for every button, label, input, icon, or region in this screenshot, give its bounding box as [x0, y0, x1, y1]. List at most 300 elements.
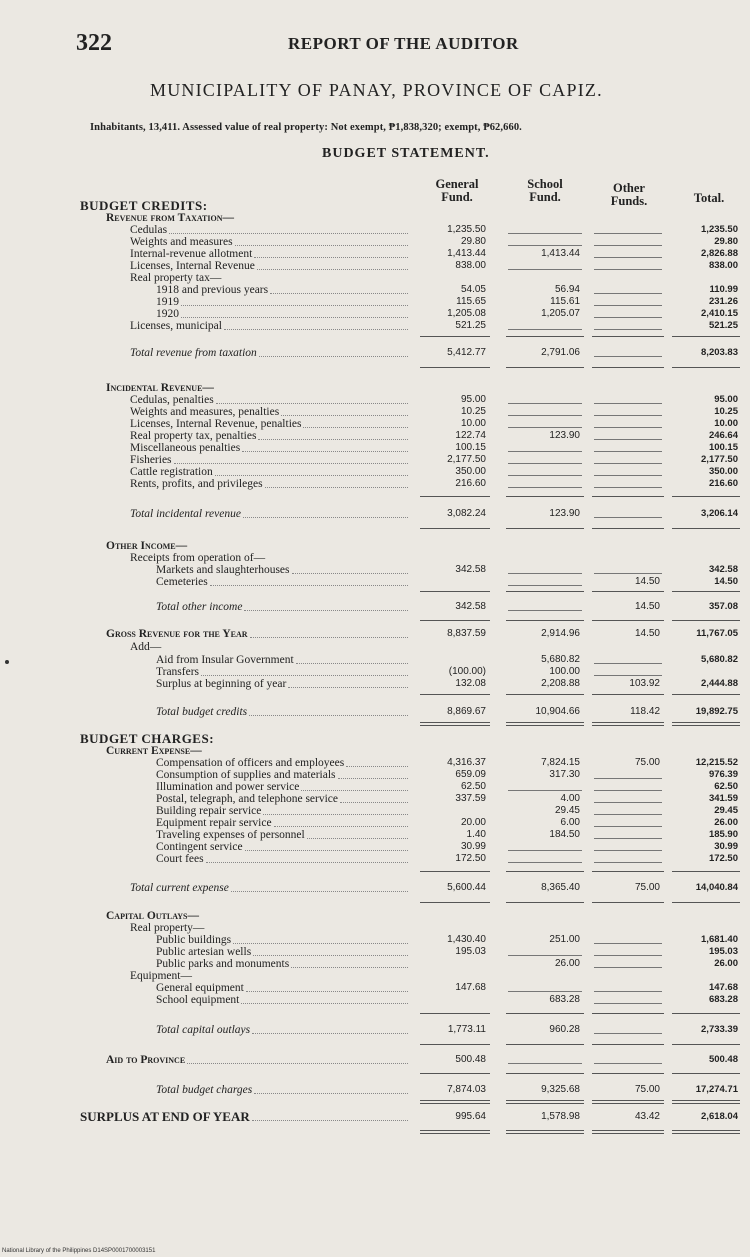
- leader-dots: [215, 475, 408, 476]
- empty-cell-line: [594, 415, 662, 416]
- empty-cell-line: [508, 269, 582, 270]
- general-fund-cell: 10.25: [460, 406, 486, 417]
- total-rule: [592, 871, 664, 872]
- general-fund-cell: 100.15: [455, 442, 486, 453]
- total-rule: [506, 336, 584, 337]
- total-cell: 2,826.88: [701, 248, 738, 259]
- general-fund-cell: 132.08: [455, 678, 486, 689]
- empty-cell-line: [594, 675, 662, 676]
- total-rule: [592, 336, 664, 337]
- total-cell: 19,892.75: [695, 706, 738, 717]
- total-rule: [592, 528, 664, 529]
- empty-cell-line: [594, 955, 662, 956]
- total-rule: [592, 591, 664, 592]
- table-row: [0, 601, 750, 613]
- general-fund-cell: 30.99: [460, 841, 486, 852]
- total-cell: 110.99: [709, 284, 738, 295]
- row-label: Incidental Revenue—: [106, 382, 214, 394]
- total-rule: [420, 902, 490, 903]
- school-fund-cell: 115.61: [550, 296, 580, 307]
- general-fund-cell: 1,205.08: [447, 308, 486, 319]
- school-fund-cell: 123.90: [549, 430, 580, 441]
- total-rule: [672, 591, 740, 592]
- total-rule: [672, 1073, 740, 1074]
- row-label: 1918 and previous years: [156, 284, 269, 296]
- empty-cell-line: [594, 1003, 662, 1004]
- column-header-general: General Fund.: [435, 177, 479, 204]
- school-fund-cell: 5,680.82: [541, 654, 580, 665]
- total-rule: [506, 591, 584, 592]
- total-rule: [672, 694, 740, 695]
- table-row: [0, 382, 750, 394]
- total-rule: [506, 528, 584, 529]
- column-header-other: Other Funds.: [610, 181, 648, 208]
- double-rule: [592, 1100, 664, 1104]
- table-row: [0, 706, 750, 718]
- total-cell: 2,177.50: [701, 454, 738, 465]
- leader-dots: [249, 715, 408, 716]
- total-cell: 3,206.14: [701, 508, 738, 519]
- general-fund-cell: 122.74: [455, 430, 486, 441]
- school-fund-cell: 9,325.68: [541, 1084, 580, 1095]
- table-row: [0, 958, 750, 970]
- general-fund-cell: 1,413.44: [447, 248, 486, 259]
- total-cell: 95.00: [714, 394, 738, 405]
- row-label: Gross Revenue for the Year: [106, 628, 248, 640]
- empty-cell-line: [508, 245, 582, 246]
- other-funds-cell: 75.00: [634, 882, 660, 893]
- empty-cell-line: [594, 838, 662, 839]
- column-header-total: Total.: [693, 191, 725, 205]
- leader-dots: [250, 637, 408, 638]
- general-fund-cell: 54.05: [460, 284, 486, 295]
- total-rule: [672, 496, 740, 497]
- school-fund-cell: 1,205.07: [541, 308, 580, 319]
- total-rule: [592, 902, 664, 903]
- general-fund-cell: 95.00: [460, 394, 486, 405]
- table-row: [0, 922, 750, 934]
- table-row: [0, 829, 750, 841]
- general-fund-cell: 216.60: [455, 478, 486, 489]
- general-fund-cell: 62.50: [460, 781, 486, 792]
- row-label: Weights and measures, penalties: [130, 406, 280, 418]
- double-rule: [420, 722, 490, 726]
- total-cell: 1,681.40: [701, 934, 738, 945]
- total-cell: 26.00: [714, 958, 738, 969]
- school-fund-cell: 100.00: [549, 666, 580, 677]
- empty-cell-line: [594, 862, 662, 863]
- double-rule: [672, 722, 740, 726]
- table-row: [0, 564, 750, 576]
- table-row: [0, 666, 750, 678]
- table-row: [0, 910, 750, 922]
- inhabitants-line: Inhabitants, 13,411. Assessed value of real property: Not exempt, ₱1,838,320; exempt, ₱62,660.: [90, 122, 522, 133]
- total-rule: [592, 496, 664, 497]
- row-label: Miscellaneous penalties: [130, 442, 241, 454]
- table-row: [0, 508, 750, 520]
- total-cell: 357.08: [708, 601, 738, 612]
- general-fund-cell: 195.03: [455, 946, 486, 957]
- total-cell: 14,040.84: [695, 882, 738, 893]
- table-row: [0, 1084, 750, 1096]
- table-row: [0, 260, 750, 272]
- table-row: [0, 745, 750, 757]
- leader-dots: [174, 463, 408, 464]
- leader-dots: [301, 790, 408, 791]
- print-speck: [5, 660, 9, 664]
- table-row: [0, 654, 750, 666]
- empty-cell-line: [508, 955, 582, 956]
- leader-dots: [340, 802, 408, 803]
- total-rule: [506, 694, 584, 695]
- total-cell: 11,767.05: [696, 628, 738, 639]
- general-fund-cell: 10.00: [460, 418, 486, 429]
- row-label: Real property—: [130, 922, 205, 934]
- row-label: Postal, telegraph, and telephone service: [156, 793, 339, 805]
- empty-cell-line: [594, 403, 662, 404]
- leader-dots: [252, 1033, 408, 1034]
- school-fund-cell: 123.90: [549, 508, 580, 519]
- row-label: Cedulas: [130, 224, 168, 236]
- total-cell: 2,733.39: [701, 1024, 738, 1035]
- table-row: [0, 284, 750, 296]
- table-row: [0, 1111, 750, 1123]
- other-funds-cell: 75.00: [634, 1084, 660, 1095]
- general-fund-cell: 500.48: [455, 1054, 486, 1065]
- general-fund-cell: 342.58: [455, 564, 486, 575]
- general-fund-cell: 7,874.03: [447, 1084, 486, 1095]
- general-fund-cell: 1,430.40: [447, 934, 486, 945]
- general-fund-cell: 172.50: [455, 853, 486, 864]
- double-rule: [506, 1130, 584, 1134]
- empty-cell-line: [508, 862, 582, 863]
- total-rule: [592, 1073, 664, 1074]
- table-row: [0, 793, 750, 805]
- row-label: Receipts from operation of—: [130, 552, 266, 564]
- empty-cell-line: [508, 585, 582, 586]
- empty-cell-line: [508, 1063, 582, 1064]
- other-funds-cell: 14.50: [634, 576, 660, 587]
- school-fund-cell: 683.28: [549, 994, 580, 1005]
- total-rule: [672, 367, 740, 368]
- empty-cell-line: [594, 293, 662, 294]
- table-row: [0, 970, 750, 982]
- other-funds-cell: 14.50: [634, 628, 660, 639]
- row-label: 1920: [156, 308, 179, 320]
- general-fund-cell: 659.09: [455, 769, 486, 780]
- other-funds-cell: 14.50: [634, 601, 660, 612]
- row-label: Markets and slaughterhouses: [156, 564, 290, 576]
- total-rule: [420, 496, 490, 497]
- leader-dots: [246, 991, 408, 992]
- total-cell: 29.45: [714, 805, 738, 816]
- leader-dots: [338, 778, 408, 779]
- total-rule: [672, 528, 740, 529]
- general-fund-cell: 1,235.50: [447, 224, 486, 235]
- row-label: Current Expense—: [106, 745, 202, 757]
- double-rule: [672, 1130, 740, 1134]
- row-label: Consumption of supplies and materials: [156, 769, 336, 781]
- table-row: [0, 478, 750, 490]
- total-rule: [420, 367, 490, 368]
- empty-cell-line: [508, 463, 582, 464]
- empty-cell-line: [508, 790, 582, 791]
- school-fund-cell: 56.94: [554, 284, 580, 295]
- school-fund-cell: 317.30: [549, 769, 580, 780]
- table-row: [0, 1054, 750, 1066]
- school-fund-cell: 6.00: [560, 817, 580, 828]
- empty-cell-line: [594, 329, 662, 330]
- column-header-school: School Fund.: [527, 177, 563, 204]
- other-funds-cell: 118.42: [630, 706, 660, 717]
- total-rule: [420, 1013, 490, 1014]
- leader-dots: [231, 891, 408, 892]
- leader-dots: [206, 862, 408, 863]
- total-rule: [506, 1044, 584, 1045]
- total-cell: 8,203.83: [701, 347, 738, 358]
- total-cell: 521.25: [708, 320, 738, 331]
- row-label: Licenses, municipal: [130, 320, 222, 332]
- general-fund-cell: 2,177.50: [447, 454, 486, 465]
- empty-cell-line: [594, 451, 662, 452]
- double-rule: [506, 1100, 584, 1104]
- leader-dots: [254, 1093, 408, 1094]
- general-fund-cell: 995.64: [455, 1111, 486, 1122]
- total-rule: [592, 620, 664, 621]
- table-row: [0, 406, 750, 418]
- row-label: Equipment repair service: [156, 817, 272, 829]
- general-fund-cell: 342.58: [455, 601, 486, 612]
- general-fund-cell: 29.80: [460, 236, 486, 247]
- row-label: Weights and measures: [130, 236, 233, 248]
- total-rule: [672, 1013, 740, 1014]
- school-fund-cell: 4.00: [560, 793, 580, 804]
- empty-cell-line: [594, 802, 662, 803]
- empty-cell-line: [594, 967, 662, 968]
- row-label: Public buildings: [156, 934, 232, 946]
- leader-dots: [292, 573, 408, 574]
- table-row: [0, 236, 750, 248]
- row-label: Revenue from Taxation—: [106, 212, 234, 224]
- total-cell: 29.80: [714, 236, 738, 247]
- row-label: Aid from Insular Government: [156, 654, 294, 666]
- empty-cell-line: [508, 475, 582, 476]
- row-label: Total other income: [156, 601, 243, 613]
- total-cell: 26.00: [714, 817, 738, 828]
- total-rule: [506, 1073, 584, 1074]
- double-rule: [420, 1100, 490, 1104]
- table-row: [0, 347, 750, 359]
- empty-cell-line: [594, 317, 662, 318]
- running-head: REPORT OF THE AUDITOR: [288, 34, 519, 53]
- empty-cell-line: [594, 257, 662, 258]
- total-cell: 976.39: [708, 769, 738, 780]
- total-rule: [420, 1073, 490, 1074]
- empty-cell-line: [508, 573, 582, 574]
- table-row: [0, 757, 750, 769]
- general-fund-cell: 147.68: [455, 982, 486, 993]
- total-cell: 342.58: [708, 564, 738, 575]
- empty-cell-line: [594, 778, 662, 779]
- leader-dots: [241, 1003, 408, 1004]
- empty-cell-line: [594, 943, 662, 944]
- table-row: [0, 982, 750, 994]
- total-cell: 10.00: [714, 418, 738, 429]
- row-label: Court fees: [156, 853, 204, 865]
- general-fund-cell: 8,837.59: [447, 628, 486, 639]
- table-row: [0, 805, 750, 817]
- row-label: Cedulas, penalties: [130, 394, 214, 406]
- row-label: SURPLUS AT END OF YEAR: [80, 1109, 250, 1124]
- total-rule: [592, 367, 664, 368]
- empty-cell-line: [594, 1033, 662, 1034]
- general-fund-cell: 521.25: [455, 320, 486, 331]
- total-cell: 12,215.52: [695, 757, 738, 768]
- total-rule: [506, 496, 584, 497]
- row-label: Public parks and monuments: [156, 958, 290, 970]
- leader-dots: [169, 233, 408, 234]
- total-cell: 231.26: [708, 296, 738, 307]
- total-cell: 2,444.88: [701, 678, 738, 689]
- table-row: [0, 418, 750, 430]
- other-funds-cell: 43.42: [634, 1111, 660, 1122]
- total-rule: [420, 620, 490, 621]
- total-rule: [420, 871, 490, 872]
- row-label: Total incidental revenue: [130, 508, 241, 520]
- empty-cell-line: [594, 573, 662, 574]
- general-fund-cell: 8,869.67: [447, 706, 486, 717]
- school-fund-cell: 10,904.66: [535, 706, 580, 717]
- row-label: Total capital outlays: [156, 1024, 251, 1036]
- empty-cell-line: [508, 850, 582, 851]
- school-fund-cell: 2,791.06: [541, 347, 580, 358]
- leader-dots: [270, 293, 408, 294]
- row-label: Total budget charges: [156, 1084, 253, 1096]
- leader-dots: [307, 838, 408, 839]
- empty-cell-line: [508, 991, 582, 992]
- table-row: [0, 552, 750, 564]
- empty-cell-line: [594, 305, 662, 306]
- row-label: Surplus at beginning of year: [156, 678, 287, 690]
- row-label: Rents, profits, and privileges: [130, 478, 263, 490]
- table-row: [0, 781, 750, 793]
- general-fund-cell: 4,316.37: [447, 757, 486, 768]
- empty-cell-line: [594, 1063, 662, 1064]
- table-row: [0, 272, 750, 284]
- empty-cell-line: [594, 790, 662, 791]
- school-fund-cell: 2,208.88: [541, 678, 580, 689]
- double-rule: [592, 722, 664, 726]
- total-rule: [592, 694, 664, 695]
- table-row: [0, 817, 750, 829]
- row-label: Capital Outlays—: [106, 910, 199, 922]
- empty-cell-line: [508, 233, 582, 234]
- row-label: Public artesian wells: [156, 946, 252, 958]
- total-rule: [420, 1044, 490, 1045]
- row-label: Contingent service: [156, 841, 243, 853]
- row-label: Other Income—: [106, 540, 188, 552]
- row-label: Real property tax—: [130, 272, 222, 284]
- total-cell: 172.50: [708, 853, 738, 864]
- empty-cell-line: [508, 610, 582, 611]
- table-row: [0, 946, 750, 958]
- empty-cell-line: [594, 356, 662, 357]
- leader-dots: [296, 663, 408, 664]
- row-label: Licenses, Internal Revenue, penalties: [130, 418, 302, 430]
- school-fund-cell: 2,914.96: [541, 628, 580, 639]
- total-rule: [592, 1013, 664, 1014]
- leader-dots: [274, 826, 408, 827]
- empty-cell-line: [508, 451, 582, 452]
- general-fund-cell: 115.65: [456, 296, 486, 307]
- general-fund-cell: 337.59: [455, 793, 486, 804]
- total-cell: 838.00: [708, 260, 738, 271]
- school-fund-cell: 960.28: [549, 1024, 580, 1035]
- double-rule: [420, 1130, 490, 1134]
- empty-cell-line: [594, 991, 662, 992]
- leader-dots: [257, 269, 408, 270]
- leader-dots: [233, 943, 408, 944]
- total-cell: 147.68: [708, 982, 738, 993]
- school-fund-cell: 7,824.15: [541, 757, 580, 768]
- general-fund-cell: 3,082.24: [447, 508, 486, 519]
- table-row: [0, 934, 750, 946]
- table-row: [0, 308, 750, 320]
- row-label: School equipment: [156, 994, 240, 1006]
- school-fund-cell: 26.00: [554, 958, 580, 969]
- general-fund-cell: 5,600.44: [447, 882, 486, 893]
- table-row: [0, 320, 750, 332]
- leader-dots: [303, 427, 408, 428]
- empty-cell-line: [508, 415, 582, 416]
- leader-dots: [281, 415, 408, 416]
- empty-cell-line: [594, 269, 662, 270]
- row-label: Add—: [130, 641, 162, 653]
- total-rule: [592, 1044, 664, 1045]
- general-fund-cell: (100.00): [448, 666, 486, 677]
- total-rule: [672, 902, 740, 903]
- total-rule: [420, 591, 490, 592]
- leader-dots: [252, 1120, 408, 1121]
- other-funds-cell: 103.92: [629, 678, 660, 689]
- footer-credit: National Library of the Philippines D14SP0001700003151: [2, 1248, 156, 1254]
- leader-dots: [244, 610, 408, 611]
- leader-dots: [291, 967, 408, 968]
- table-row: [0, 576, 750, 588]
- table-row: [0, 200, 750, 212]
- total-cell: 500.48: [708, 1054, 738, 1065]
- row-label: Cattle registration: [130, 466, 213, 478]
- table-row: [0, 678, 750, 690]
- double-rule: [592, 1130, 664, 1134]
- row-label: 1919: [156, 296, 179, 308]
- school-fund-cell: 8,365.40: [541, 882, 580, 893]
- table-row: [0, 769, 750, 781]
- school-fund-cell: 251.00: [549, 934, 580, 945]
- leader-dots: [201, 675, 408, 676]
- general-fund-cell: 1.40: [466, 829, 486, 840]
- table-row: [0, 442, 750, 454]
- row-label: Licenses, Internal Revenue: [130, 260, 255, 272]
- general-fund-cell: 20.00: [460, 817, 486, 828]
- school-fund-cell: 1,578.98: [541, 1111, 580, 1122]
- row-label: Aid to Province: [106, 1054, 186, 1066]
- row-label: Total current expense: [130, 882, 229, 894]
- total-cell: 62.50: [714, 781, 738, 792]
- total-rule: [420, 336, 490, 337]
- leader-dots: [181, 305, 408, 306]
- double-rule: [506, 722, 584, 726]
